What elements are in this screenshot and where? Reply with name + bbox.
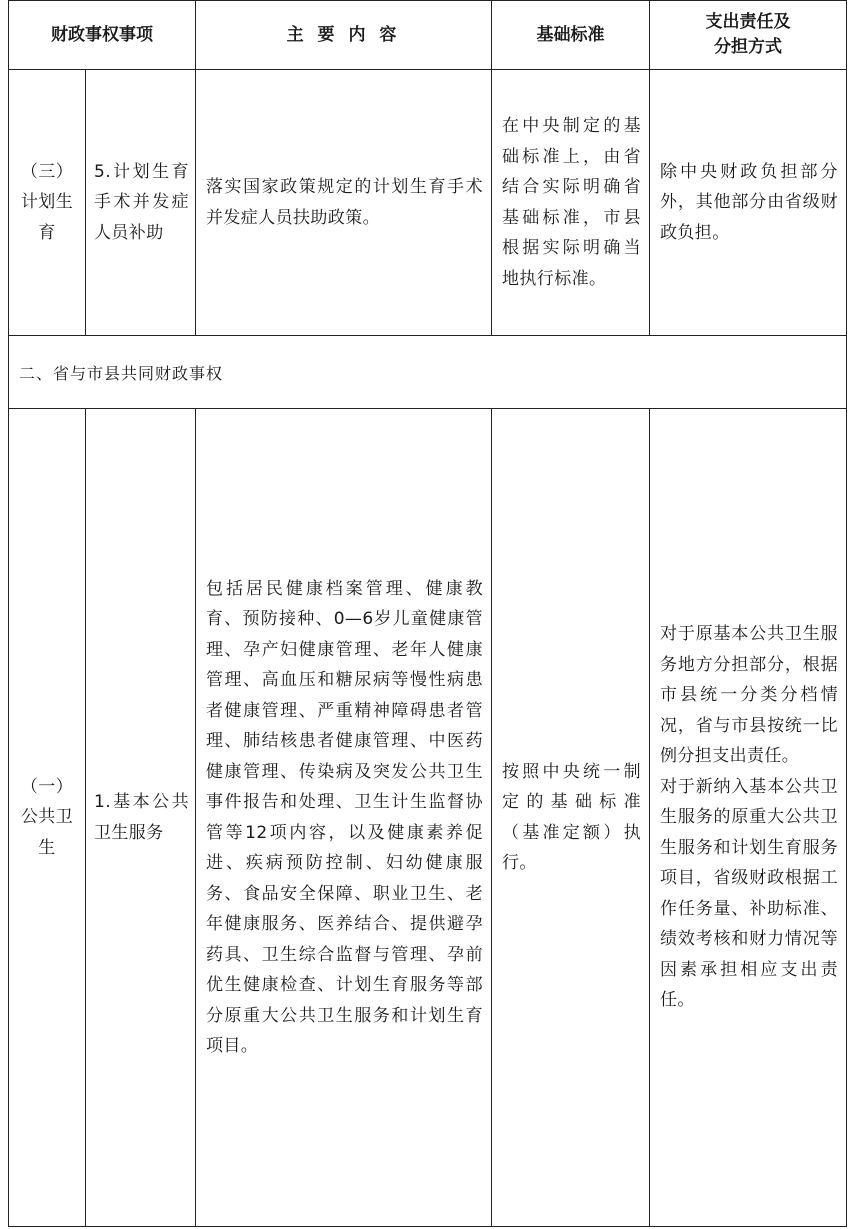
header-main-content: 主 要 内 容 <box>196 1 492 70</box>
row-item: 1.基本公共卫生服务 <box>86 409 196 1227</box>
header-responsibility-line2: 分担方式 <box>714 37 782 57</box>
row-main-content: 包括居民健康档案管理、健康教育、预防接种、0—6岁儿童健康管理、孕产妇健康管理、老年人健康管理、高血压和糖尿病等慢性病患者健康管理、严重精神障碍患者管理、肺结核患者健康管理、中医药健康管理、传染病及突发公共卫生事件报告和处理、卫生计生监督协管等12项内容，以及健康素养促进、疾病预防控制、妇幼健康服务、食品安全保障、职业卫生、老年健康服务、医养结合、提供避孕药具、卫生综合监督与管理、孕前优生健康检查、计划生育服务等部分原重大公共卫生服务和计划生育项目。 <box>196 409 492 1227</box>
header-fiscal-matter: 财政事权事项 <box>9 1 196 70</box>
header-basic-standard: 基础标准 <box>492 1 650 70</box>
row-responsibility: 除中央财政负担部分外，其他部分由省级财政负担。 <box>650 70 847 336</box>
section-heading-row <box>9 336 847 409</box>
row-main-content: 落实国家政策规定的计划生育手术并发症人员扶助政策。 <box>196 70 492 336</box>
fiscal-responsibility-table-page <box>8 0 846 1226</box>
row-basic-standard: 按照中央统一制定的基础标准（基准定额）执行。 <box>492 409 650 1227</box>
row-responsibility <box>650 409 847 1227</box>
row-basic-standard: 在中央制定的基础标准上，由省结合实际明确省基础标准，市县根据实际明确当地执行标准。 <box>492 70 650 336</box>
header-responsibility-line1: 支出责任及 <box>705 12 791 32</box>
table-row <box>9 409 847 1227</box>
row-category-family-planning: （三）计划生育 <box>9 70 86 336</box>
row-item: 5.计划生育手术并发症人员补助 <box>86 70 196 336</box>
responsibility-paragraph-2: 对于新纳入基本公共卫生服务的原重大公共卫生服务和计划生育服务项目，省级财政根据工作任务量、补助标准、绩效考核和财力情况等因素承担相应支出责任。 <box>660 776 838 1011</box>
table-row <box>9 70 847 336</box>
section-title: 二、省与市县共同财政事权 <box>9 336 847 409</box>
row-category-public-health: （一）公共卫生 <box>9 409 86 1227</box>
responsibility-paragraph-1: 对于原基本公共卫生服务地方分担部分，根据市县统一分类分档情况，省与市县按统一比例分担支出责任。 <box>660 624 838 767</box>
header-expenditure-responsibility <box>650 1 847 70</box>
fiscal-responsibility-table <box>8 0 847 1227</box>
table-header-row <box>9 1 847 70</box>
